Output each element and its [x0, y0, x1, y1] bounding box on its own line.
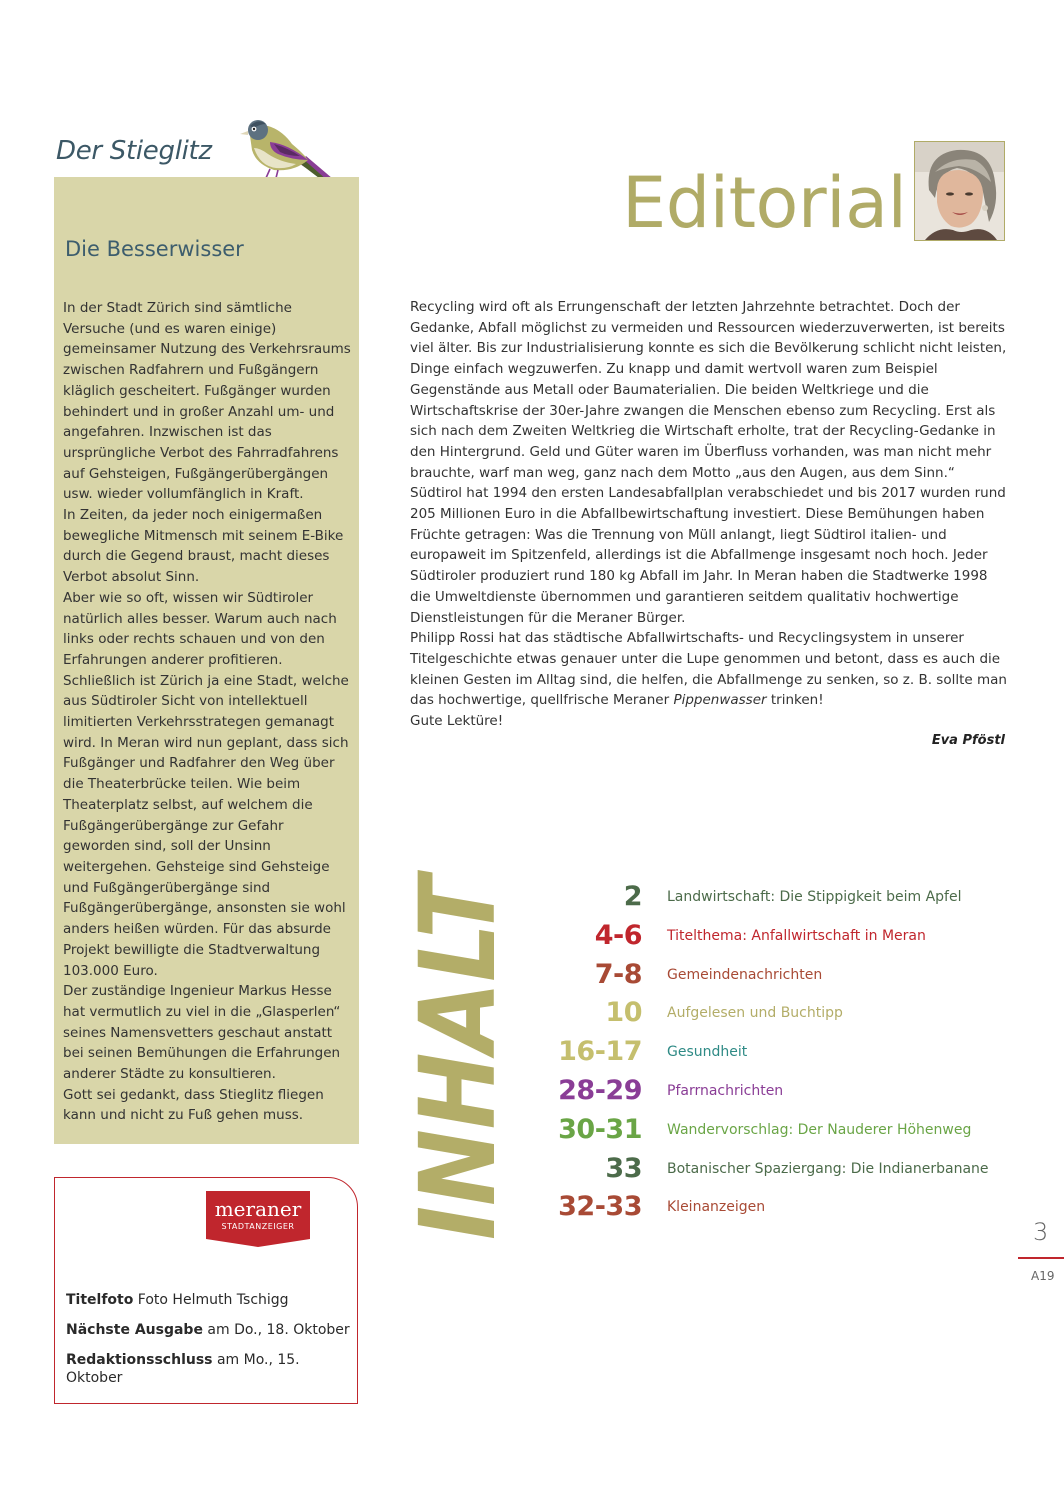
editorial-paragraph: Recycling wird oft als Errungenschaft der letzten Jahrzehnte betrachtet. Doch der Gedanke, Abfall möglichst zu vermeiden und Ressourcen wiederzuverwerten, ist bereits viel älter. Bis zur Industrialisierung konnte es sich die Bevölkerung schlicht nicht leisten, Dinge einfach wegzuwerfen. Zu knapp und damit wertvoll waren zum Beispiel Gegenstände aus Metall oder Baumaterialien. Die beiden Weltkriege und die Wirtschaftskrise der 30er-Jahre zwangen die Menschen ebenso zum Recycling. Erst als sich nach dem Zweiten Weltkrieg die Wirtschaft erholte, trat der Recycling-Gedanke in den Hintergrund. Geld und Güter waren im Überfluss vorhanden, was man nicht mehr brauchte, warf man weg, ganz nach dem Motto „aus den Augen, aus dem Sinn.“	[410, 299, 1007, 481]
column-title: Der Stieglitz	[56, 136, 212, 166]
inhalt-vertical-title	[397, 826, 519, 1242]
editorial-body	[410, 297, 1010, 732]
stieglitz-column-box	[54, 177, 359, 1144]
toc-item[interactable]	[500, 956, 1020, 995]
editorial-p3-text: Philipp Rossi hat das städtische Abfallwirtschafts- und Recyclingsystem in unserer Titelgeschichte etwas genauer unter die Lupe genommen und betont, dass es auch die kleinen Gesten im Alltag sind, die helfen, die Abfallmenge zu senken, so z. B. sollte man das hochwertige, quellfrische Meraner	[410, 630, 1007, 709]
info-titelfoto-value: Foto Helmuth Tschigg	[133, 1292, 289, 1308]
toc-item[interactable]	[500, 917, 1020, 956]
toc-label: Wandervorschlag: Der Nauderer Höhenweg	[667, 1121, 972, 1138]
toc-label: Kleinanzeigen	[667, 1199, 766, 1216]
toc-page-number: 30-31	[558, 1113, 642, 1145]
editorial-p3-italic: Pippenwasser	[673, 692, 767, 709]
column-paragraph: Aber wie so oft, wissen wir Südtiroler natürlich alles besser. Warum auch nach links oder rechts schauen und von den Erfahrungen anderer profitieren.	[63, 589, 337, 668]
toc-item[interactable]	[500, 1188, 1020, 1227]
editorial-paragraph: Südtirol hat 1994 den ersten Landesabfallplan verabschiedet und bis 2017 wurden rund 205 Millionen Euro in die Abfallbewirtschaftung investiert. Diese Bemühungen haben Früchte getragen: Was die Trennung von Müll anlangt, liegt Südtirol italien- und europaweit im Spitzenfeld, allerdings ist die Abfallmenge insgesamt noch hoch. Jeder Südtiroler produziert rund 180 kg Abfall im Jahr. In Meran haben die Stadtwerke 1998 die Umweltdienste übernommen und garantieren seitdem qualitativ hochwertige Dienstleistungen für die Meraner Bürger.	[410, 485, 1006, 626]
toc-label: Aufgelesen und Buchtipp	[667, 1005, 843, 1022]
toc-item[interactable]	[500, 1033, 1020, 1072]
column-heading: Die Besserwisser	[65, 237, 244, 261]
toc-label: Gesundheit	[667, 1044, 748, 1061]
info-titelfoto	[66, 1291, 357, 1321]
logo-subline: STADTANZEIGER	[221, 1222, 295, 1231]
page-code: A19	[1031, 1269, 1055, 1283]
toc-page-number: 32-33	[558, 1191, 642, 1223]
author-portrait	[914, 141, 1005, 241]
toc-item[interactable]	[500, 1111, 1020, 1150]
column-body-text	[63, 298, 353, 1126]
info-deadline-value: am Mo., 15. Oktober	[66, 1352, 300, 1386]
toc-page-number: 7-8	[594, 958, 642, 990]
editorial-author: Eva Pföstl	[931, 733, 1005, 748]
toc-item[interactable]	[500, 994, 1020, 1033]
logo-wordmark: meraner	[214, 1197, 302, 1221]
column-paragraph: Der zuständige Ingenieur Markus Hesse hat vermutlich zu viel in die „Glasperlen“ seines Namensvetters geschaut anstatt bei seinen Bemühungen die Erfahrungen anderer Städte zu konsultieren.	[63, 983, 341, 1083]
toc-label: Landwirtschaft: Die Stippigkeit beim Apfel	[667, 889, 962, 905]
page-number-rule	[1018, 1257, 1064, 1259]
column-paragraph: Schließlich ist Zürich ja eine Stadt, welche aus Südtiroler Sicht von intellektuell limitierten Verkehrsstrategen gemanagt wird. In Meran wird nun geplant, dass sich Fußgänger und Radfahrer den Weg über die Theaterbrücke teilen. Wie beim Theaterplatz selbst, auf welchem die Fußgängerübergänge zur Gefahr geworden sind, soll der Unsinn weitergehen. Gehsteige sind Gehsteige und Fußgängerübergänge sind Fußgängerübergänge, ansonsten sie wohl anders heißen würden. Für das absurde Projekt bewilligte die Stadtverwaltung 103.000 Euro.	[63, 672, 349, 979]
portrait-illustration	[915, 142, 1004, 240]
editorial-p3-end: trinken!	[766, 692, 824, 709]
column-paragraph: Gott sei gedankt, dass Stieglitz fliegen kann und nicht zu Fuß gehen muss.	[63, 1086, 324, 1124]
info-titelfoto-label: Titelfoto	[66, 1292, 134, 1308]
toc-page-number: 2	[623, 881, 642, 912]
meraner-stadtanzeiger-logo	[206, 1191, 310, 1247]
info-deadline-label: Redaktionsschluss	[66, 1352, 213, 1368]
table-of-contents	[500, 878, 1020, 1227]
toc-page-number: 4-6	[594, 919, 642, 951]
toc-item[interactable]	[500, 878, 1020, 917]
issue-info-lines	[66, 1291, 357, 1386]
toc-label: Pfarrnachrichten	[667, 1082, 784, 1099]
editorial-closing: Gute Lektüre!	[410, 713, 504, 730]
info-next-issue	[66, 1321, 357, 1351]
issue-info-box	[54, 1177, 358, 1404]
toc-item[interactable]	[500, 1150, 1020, 1189]
column-paragraph: In Zeiten, da jeder noch einigermaßen bewegliche Mitmensch mit seinem E-Bike durch die Gegend braust, macht dieses Verbot absolut Sinn.	[63, 507, 344, 586]
toc-page-number: 16-17	[558, 1036, 642, 1068]
toc-label: Gemeindenachrichten	[667, 966, 823, 983]
toc-page-number: 33	[605, 1152, 642, 1184]
toc-page-number: 28-29	[558, 1074, 642, 1106]
editorial-paragraph	[410, 628, 1010, 711]
toc-label: Botanischer Spaziergang: Die Indianerbanane	[667, 1160, 989, 1177]
column-paragraph: In der Stadt Zürich sind sämtliche Versuche (und es waren einige) gemeinsamer Nutzung des Verkehrsraums zwischen Radfahrern und Fußgängern kläglich gescheitert. Fußgänger wurden behindert und in großer Anzahl um- und angefahren. Inzwischen ist das ursprüngliche Verbot des Fahrradfahrens auf Gehsteigen, Fußgängerübergängen usw. wieder vollumfänglich in Kraft.	[63, 300, 351, 503]
info-deadline	[66, 1351, 357, 1386]
inhalt-title-text: INHALT	[397, 826, 519, 1240]
toc-label: Titelthema: Anfallwirtschaft in Meran	[667, 927, 926, 944]
page-number: 3	[1033, 1218, 1049, 1246]
info-next-value: am Do., 18. Oktober	[202, 1322, 350, 1338]
info-next-label: Nächste Ausgabe	[66, 1322, 203, 1338]
toc-item[interactable]	[500, 1072, 1020, 1111]
editorial-title: Editorial	[622, 162, 907, 244]
toc-page-number: 10	[605, 997, 642, 1029]
